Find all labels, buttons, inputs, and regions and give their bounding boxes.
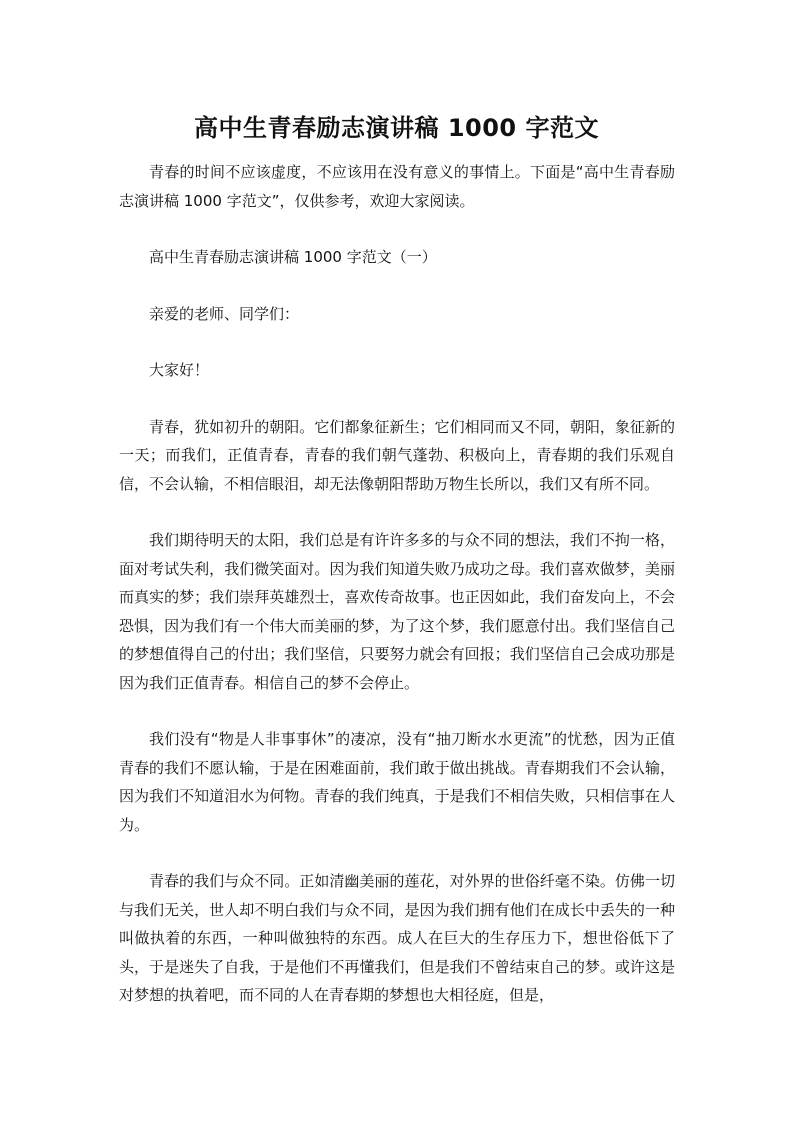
document-body: [119, 158, 675, 1038]
salutation: 亲爱的老师、同学们：: [149, 304, 300, 323]
greeting: 大家好！: [149, 361, 210, 379]
intro-paragraph: 青春的时间不应该虚度，不应该用在没有意义的事情上。下面是“高中生青春励志演讲稿 1000 字范文”，仅供参考，欢迎大家阅读。: [119, 163, 675, 210]
section-heading: 高中生青春励志演讲稿 1000 字范文（一）: [149, 248, 437, 266]
body-paragraph: 我们期待明天的太阳，我们总是有许许多多的与众不同的想法，我们不拘一格，面对考试失利，我们微笑面对。因为我们知道失败乃成功之母。我们喜欢做梦，美丽而真实的梦；我们崇拜英雄烈士，喜欢传奇故事。也正因如此，我们奋发向上，不会恐惧，因为我们有一个伟大而美丽的梦，为了这个梦，我们愿意付出。我们坚信自己的梦想值得自己的付出；我们坚信，只要努力就会有回报；我们坚信自己会成功那是因为我们正值青春。相信自己的梦不会停止。: [119, 531, 675, 692]
body-paragraph: 青春的我们与众不同。正如清幽美丽的莲花，对外界的世俗纤毫不染。仿佛一切与我们无关，世人却不明白我们与众不同，是因为我们拥有他们在成长中丢失的一种叫做执着的东西，一种叫做独特的东西。成人在巨大的生存压力下，想世俗低下了头，于是迷失了自我，于是他们不再懂我们，但是我们不曾结束自己的梦。或许这是对梦想的执着吧，而不同的人在青春期的梦想也大相径庭，但是，: [119, 872, 675, 1004]
body-paragraph: 我们没有“物是人非事事休”的凄凉，没有“抽刀断水水更流”的忧愁，因为正值青春的我们不愿认输，于是在困难面前，我们敢于做出挑战。青春期我们不会认输，因为我们不知道泪水为何物。青春的我们纯真，于是我们不相信失败，只相信事在人为。: [119, 730, 675, 834]
document-title: 高中生青春励志演讲稿 1000 字范文: [193, 114, 599, 142]
body-paragraph: 青春，犹如初升的朝阳。它们都象征新生；它们相同而又不同，朝阳，象征新的一天；而我们，正值青春，青春的我们朝气蓬勃、积极向上，青春期的我们乐观自信，不会认输，不相信眼泪，却无法像朝阳帮助万物生长所以，我们又有所不同。: [119, 417, 675, 493]
